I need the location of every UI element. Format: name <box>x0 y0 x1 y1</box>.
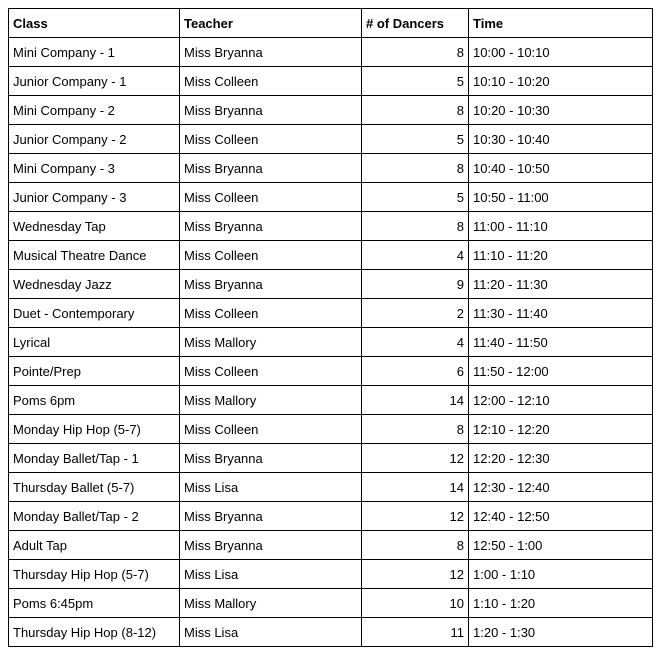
cell-time: 10:50 - 11:00 <box>469 183 653 212</box>
cell-dancers: 2 <box>362 299 469 328</box>
cell-class: Musical Theatre Dance <box>9 241 180 270</box>
cell-class: Poms 6pm <box>9 386 180 415</box>
cell-time: 10:20 - 10:30 <box>469 96 653 125</box>
cell-dancers: 8 <box>362 154 469 183</box>
header-row <box>9 9 653 38</box>
cell-dancers: 6 <box>362 357 469 386</box>
cell-dancers: 4 <box>362 328 469 357</box>
cell-dancers: 8 <box>362 212 469 241</box>
header-time: Time <box>469 9 653 38</box>
table-row <box>9 357 653 386</box>
table-row <box>9 531 653 560</box>
cell-class: Mini Company - 3 <box>9 154 180 183</box>
cell-time: 10:40 - 10:50 <box>469 154 653 183</box>
table-row <box>9 618 653 647</box>
cell-teacher: Miss Colleen <box>180 299 362 328</box>
cell-class: Wednesday Tap <box>9 212 180 241</box>
cell-teacher: Miss Colleen <box>180 241 362 270</box>
cell-dancers: 9 <box>362 270 469 299</box>
table-row <box>9 589 653 618</box>
cell-time: 12:20 - 12:30 <box>469 444 653 473</box>
cell-time: 11:30 - 11:40 <box>469 299 653 328</box>
cell-teacher: Miss Bryanna <box>180 502 362 531</box>
table-row <box>9 125 653 154</box>
cell-time: 1:20 - 1:30 <box>469 618 653 647</box>
cell-teacher: Miss Bryanna <box>180 270 362 299</box>
cell-time: 11:20 - 11:30 <box>469 270 653 299</box>
cell-time: 11:40 - 11:50 <box>469 328 653 357</box>
cell-class: Thursday Hip Hop (8-12) <box>9 618 180 647</box>
cell-class: Monday Ballet/Tap - 2 <box>9 502 180 531</box>
cell-teacher: Miss Bryanna <box>180 38 362 67</box>
header-teacher: Teacher <box>180 9 362 38</box>
cell-dancers: 5 <box>362 67 469 96</box>
table-row <box>9 473 653 502</box>
cell-teacher: Miss Colleen <box>180 125 362 154</box>
table-row <box>9 183 653 212</box>
table-row <box>9 444 653 473</box>
cell-dancers: 8 <box>362 415 469 444</box>
table-row <box>9 241 653 270</box>
table-row <box>9 560 653 589</box>
cell-dancers: 5 <box>362 125 469 154</box>
table-row <box>9 502 653 531</box>
table-row <box>9 154 653 183</box>
table-row <box>9 270 653 299</box>
cell-dancers: 8 <box>362 96 469 125</box>
cell-class: Thursday Ballet (5-7) <box>9 473 180 502</box>
cell-dancers: 12 <box>362 560 469 589</box>
cell-class: Poms 6:45pm <box>9 589 180 618</box>
cell-dancers: 12 <box>362 502 469 531</box>
cell-teacher: Miss Lisa <box>180 560 362 589</box>
table-row <box>9 212 653 241</box>
cell-class: Monday Ballet/Tap - 1 <box>9 444 180 473</box>
cell-time: 10:10 - 10:20 <box>469 67 653 96</box>
cell-teacher: Miss Colleen <box>180 415 362 444</box>
cell-class: Junior Company - 2 <box>9 125 180 154</box>
cell-class: Junior Company - 3 <box>9 183 180 212</box>
cell-teacher: Miss Bryanna <box>180 531 362 560</box>
table-body <box>9 38 653 647</box>
cell-time: 1:10 - 1:20 <box>469 589 653 618</box>
cell-teacher: Miss Bryanna <box>180 444 362 473</box>
schedule-table-container <box>8 8 653 647</box>
cell-time: 1:00 - 1:10 <box>469 560 653 589</box>
cell-teacher: Miss Lisa <box>180 618 362 647</box>
cell-dancers: 14 <box>362 473 469 502</box>
cell-dancers: 8 <box>362 38 469 67</box>
cell-dancers: 14 <box>362 386 469 415</box>
cell-dancers: 8 <box>362 531 469 560</box>
cell-time: 10:00 - 10:10 <box>469 38 653 67</box>
cell-class: Duet - Contemporary <box>9 299 180 328</box>
cell-dancers: 12 <box>362 444 469 473</box>
cell-time: 12:50 - 1:00 <box>469 531 653 560</box>
cell-class: Mini Company - 1 <box>9 38 180 67</box>
cell-dancers: 4 <box>362 241 469 270</box>
cell-teacher: Miss Bryanna <box>180 96 362 125</box>
cell-class: Mini Company - 2 <box>9 96 180 125</box>
table-row <box>9 415 653 444</box>
cell-class: Monday Hip Hop (5-7) <box>9 415 180 444</box>
header-class: Class <box>9 9 180 38</box>
cell-time: 11:50 - 12:00 <box>469 357 653 386</box>
cell-class: Wednesday Jazz <box>9 270 180 299</box>
cell-class: Pointe/Prep <box>9 357 180 386</box>
cell-dancers: 10 <box>362 589 469 618</box>
cell-dancers: 11 <box>362 618 469 647</box>
cell-teacher: Miss Bryanna <box>180 154 362 183</box>
table-row <box>9 299 653 328</box>
cell-teacher: Miss Mallory <box>180 589 362 618</box>
cell-teacher: Miss Mallory <box>180 386 362 415</box>
cell-teacher: Miss Mallory <box>180 328 362 357</box>
cell-teacher: Miss Colleen <box>180 357 362 386</box>
cell-time: 11:10 - 11:20 <box>469 241 653 270</box>
cell-class: Thursday Hip Hop (5-7) <box>9 560 180 589</box>
schedule-table <box>8 8 653 647</box>
cell-teacher: Miss Bryanna <box>180 212 362 241</box>
table-row <box>9 96 653 125</box>
table-row <box>9 328 653 357</box>
cell-time: 11:00 - 11:10 <box>469 212 653 241</box>
cell-time: 12:00 - 12:10 <box>469 386 653 415</box>
header-dancers: # of Dancers <box>362 9 469 38</box>
cell-time: 12:30 - 12:40 <box>469 473 653 502</box>
table-row <box>9 38 653 67</box>
table-row <box>9 67 653 96</box>
cell-time: 12:10 - 12:20 <box>469 415 653 444</box>
cell-teacher: Miss Colleen <box>180 67 362 96</box>
cell-time: 10:30 - 10:40 <box>469 125 653 154</box>
cell-class: Lyrical <box>9 328 180 357</box>
table-row <box>9 386 653 415</box>
cell-dancers: 5 <box>362 183 469 212</box>
cell-time: 12:40 - 12:50 <box>469 502 653 531</box>
cell-class: Junior Company - 1 <box>9 67 180 96</box>
cell-teacher: Miss Lisa <box>180 473 362 502</box>
cell-class: Adult Tap <box>9 531 180 560</box>
cell-teacher: Miss Colleen <box>180 183 362 212</box>
